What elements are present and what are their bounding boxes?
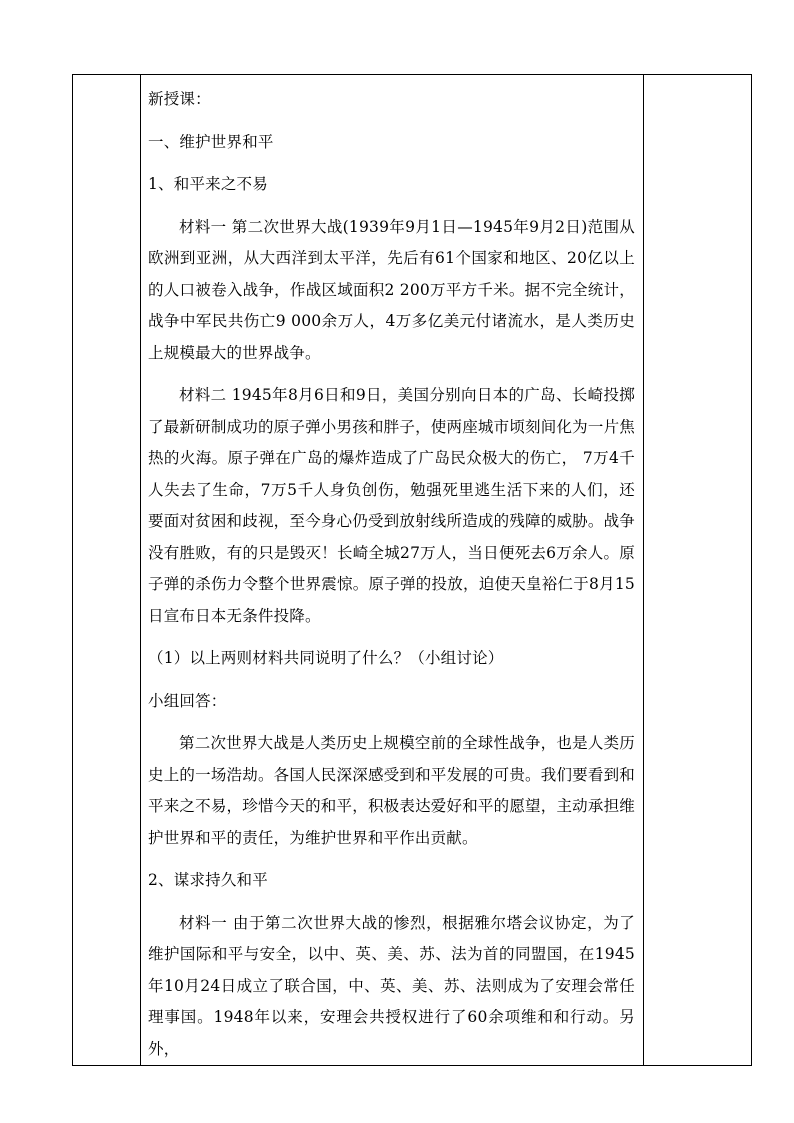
main-content-cell (141, 75, 644, 1066)
discussion-question: （1）以上两则材料共同说明了什么？（小组讨论） (148, 649, 504, 667)
lesson-table (72, 74, 752, 1066)
group-answer-paragraph: 第二次世界大战是人类历史上规模空前的全球性战争，也是人类历史上的一场浩劫。各国人民深深感受到和平发展的可贵。我们要看到和平来之不易，珍惜今天的和平，积极表达爱好和平的愿望，主动承担维护世界和平的责任，为维护世界和平作出贡献。 (148, 734, 635, 847)
subsection-heading-lasting-peace: 2、谋求持久和平 (148, 871, 268, 889)
section-heading-maintain-peace: 一、维护世界和平 (148, 132, 274, 151)
subsection-heading-peace-hard-won: 1、和平来之不易 (148, 175, 268, 193)
material-paragraph-atomic-bomb: 材料二 1945年8月6日和9日，美国分别向日本的广岛、长崎投掷了最新研制成功的原子弹小男孩和胖子，使两座城市顷刻间化为一片焦热的火海。原子弹在广岛的爆炸造成了广岛民众极大的伤亡， 7万4千人失去了生命，7万5千人身负创伤，勉强死里逃生活下来的人们，还要面对贫困和歧视，至今身心仍受到放射线所造成的残障的威胁。战争没有胜败，有的只是毁灭！长崎全城27万人，当日便死去6万余人。原子弹的杀伤力令整个世界震惊。原子弹的投放，迫使天皇裕仁于8月15日宣布日本无条件投降。 (148, 386, 635, 625)
group-answer-label: 小组回答： (148, 691, 227, 710)
table-row (73, 75, 752, 1066)
new-lesson-label: 新授课： (148, 90, 211, 108)
right-column-cell (644, 75, 752, 1066)
material-paragraph-united-nations: 材料一 由于第二次世界大战的惨烈，根据雅尔塔会议协定，为了维护国际和平与安全，以中、英、美、苏、法为首的同盟国，在1945年10月24日成立了联合国，中、英、美、苏、法则成为了安理会常任理事国。1948年以来，安理会共授权进行了60余项维和和行动。另外， (148, 913, 635, 1058)
lesson-content (141, 75, 643, 1065)
left-column-cell (73, 75, 141, 1066)
material-paragraph-ww2: 材料一 第二次世界大战(1939年9月1日—1945年9月2日)范围从欧洲到亚洲，从大西洋到太平洋，先后有61个国家和地区、20亿以上的人口被卷入战争，作战区域面积2 200万平方千米。据不完全统计，战争中军民共伤亡9 000余万人，4万多亿美元付诸流水，是人类历史上规模最大的世界战争。 (148, 217, 635, 362)
